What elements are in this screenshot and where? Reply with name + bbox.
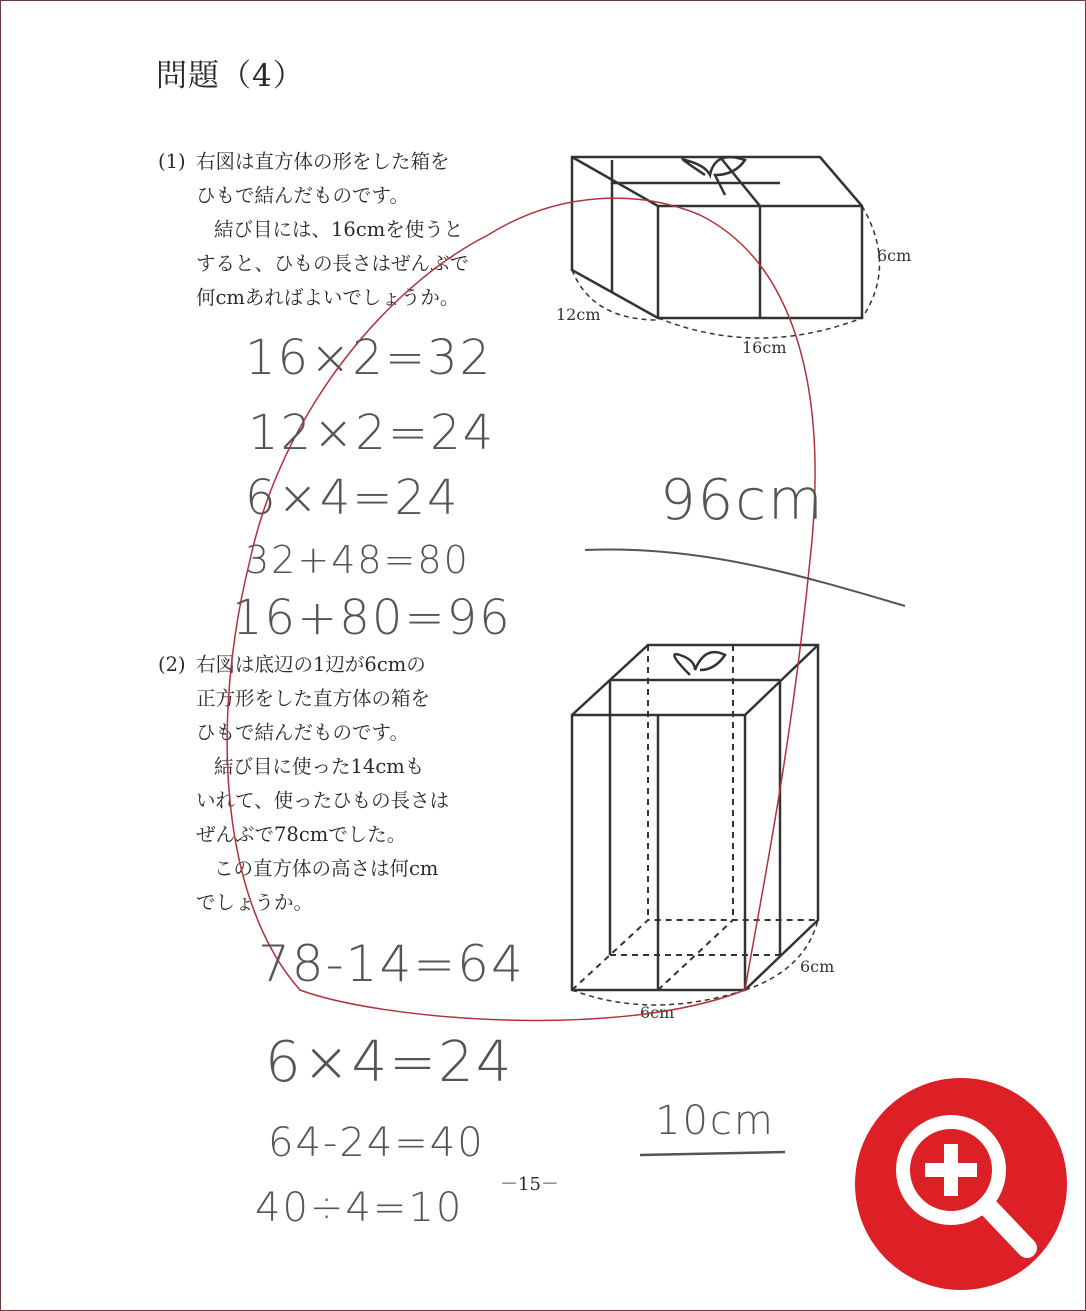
text-line: すると、ひもの長さはぜんぶで bbox=[196, 252, 470, 275]
text-line: 右図は底辺の1辺が6cmの bbox=[196, 653, 426, 676]
answer-underline bbox=[640, 1152, 785, 1155]
label-side: 6cm bbox=[800, 957, 835, 976]
question-number: (2) bbox=[158, 653, 186, 676]
text-line: ひもで結んだものです。 bbox=[196, 721, 409, 744]
page-number: －15－ bbox=[500, 1174, 559, 1195]
answer-underline bbox=[585, 549, 905, 606]
text-line: 正方形をした直方体の箱を bbox=[196, 687, 431, 710]
page-title: 問題（4） bbox=[156, 58, 305, 94]
text-line: この直方体の高さは何cm bbox=[214, 857, 439, 880]
handwritten-work: 6×4=24 bbox=[265, 1030, 514, 1095]
text-line: ひもで結んだものです。 bbox=[196, 184, 409, 207]
box-diagram-2 bbox=[572, 645, 818, 1005]
label-depth: 12cm bbox=[556, 305, 601, 324]
handwritten-work: 32+48=80 bbox=[245, 538, 470, 582]
label-front: 6cm bbox=[640, 1003, 675, 1022]
text-line: ぜんぶで78cmでした。 bbox=[196, 823, 407, 846]
text-line: いれて、使ったひもの長さは bbox=[196, 789, 450, 812]
label-width: 16cm bbox=[742, 338, 787, 357]
handwritten-work: 16+80=96 bbox=[232, 590, 512, 646]
handwritten-work: 64-24=40 bbox=[268, 1120, 485, 1166]
handwritten-answer: 10cm bbox=[655, 1098, 775, 1144]
text-line: 何cmあればよいでしょうか。 bbox=[196, 286, 460, 309]
handwritten-work: 16×2=32 bbox=[245, 330, 493, 386]
text-line: 右図は直方体の形をした箱を bbox=[196, 150, 450, 173]
handwritten-answer: 96cm bbox=[660, 468, 825, 533]
handwritten-work: 40÷4=10 bbox=[255, 1185, 464, 1231]
handwritten-work: 12×2=24 bbox=[248, 405, 496, 461]
label-height: 6cm bbox=[877, 246, 912, 265]
question-number: (1) bbox=[158, 150, 186, 173]
text-line: 結び目には、16cmを使うと bbox=[214, 218, 464, 241]
text-line: でしょうか。 bbox=[196, 891, 314, 914]
handwritten-work: 6×4=24 bbox=[245, 470, 460, 526]
zoom-in-icon bbox=[855, 1078, 1067, 1290]
handwritten-work: 78-14=64 bbox=[258, 935, 525, 993]
box-diagram-1 bbox=[572, 157, 880, 338]
text-line: 結び目に使った14cmも bbox=[214, 755, 425, 778]
zoom-in-button[interactable] bbox=[855, 1078, 1067, 1290]
